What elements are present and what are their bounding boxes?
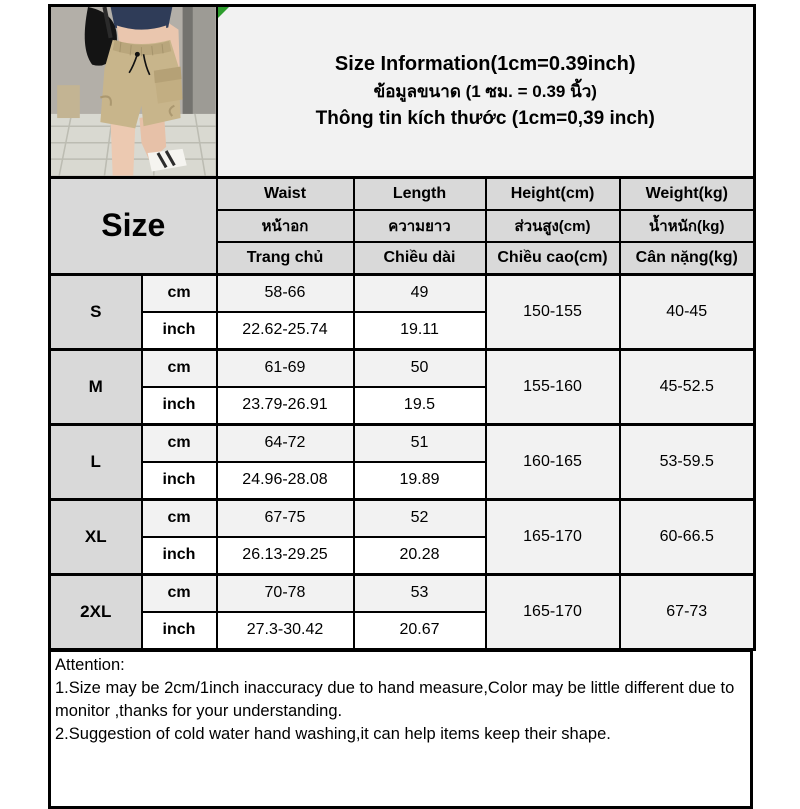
size-information-cell xyxy=(217,6,755,178)
waist-cm: 61-69 xyxy=(217,349,354,387)
col-header-height-vi: Chiều cao(cm) xyxy=(486,242,620,275)
weight-range: 40-45 xyxy=(620,274,755,349)
top-row xyxy=(50,6,755,178)
size-table xyxy=(48,4,756,651)
waist-cm: 67-75 xyxy=(217,499,354,537)
weight-range: 67-73 xyxy=(620,574,755,649)
col-header-length-en: Length xyxy=(354,177,486,210)
size-label: 2XL xyxy=(50,574,142,649)
col-header-waist-vi: Trang chủ xyxy=(217,242,354,275)
size-corner-label: Size xyxy=(50,177,217,274)
unit-cm: cm xyxy=(142,274,217,312)
unit-inch: inch xyxy=(142,537,217,575)
waist-cm: 70-78 xyxy=(217,574,354,612)
header-row-en xyxy=(50,177,755,210)
attention-note-2: 2.Suggestion of cold water hand washing,it can help items keep their shape. xyxy=(55,724,611,743)
size-chart-sheet xyxy=(48,4,753,809)
weight-range: 45-52.5 xyxy=(620,349,755,424)
size-label: S xyxy=(50,274,142,349)
unit-inch: inch xyxy=(142,387,217,425)
product-photo xyxy=(51,7,216,176)
unit-inch: inch xyxy=(142,462,217,500)
height-range: 150-155 xyxy=(486,274,620,349)
length-cm: 49 xyxy=(354,274,486,312)
row-2XL-cm xyxy=(50,574,755,612)
waist-inch: 22.62-25.74 xyxy=(217,312,354,350)
length-inch: 19.5 xyxy=(354,387,486,425)
size-info-title-th: ข้อมูลขนาด (1 ซม. = 0.39 นิ้ว) xyxy=(373,82,597,102)
row-L-cm xyxy=(50,424,755,462)
unit-inch: inch xyxy=(142,612,217,650)
length-cm: 51 xyxy=(354,424,486,462)
length-cm: 50 xyxy=(354,349,486,387)
col-header-weight-en: Weight(kg) xyxy=(620,177,755,210)
length-cm: 52 xyxy=(354,499,486,537)
waist-inch: 24.96-28.08 xyxy=(217,462,354,500)
waist-inch: 27.3-30.42 xyxy=(217,612,354,650)
waist-cm: 58-66 xyxy=(217,274,354,312)
row-S-cm xyxy=(50,274,755,312)
waist-inch: 26.13-29.25 xyxy=(217,537,354,575)
height-range: 160-165 xyxy=(486,424,620,499)
col-header-length-th: ความยาว xyxy=(354,210,486,242)
unit-inch: inch xyxy=(142,312,217,350)
length-inch: 20.67 xyxy=(354,612,486,650)
size-label: M xyxy=(50,349,142,424)
length-cm: 53 xyxy=(354,574,486,612)
col-header-weight-th: น้ำหนัก(kg) xyxy=(620,210,755,242)
length-inch: 19.11 xyxy=(354,312,486,350)
unit-cm: cm xyxy=(142,574,217,612)
attention-notes-box xyxy=(48,649,753,809)
col-header-height-th: ส่วนสูง(cm) xyxy=(486,210,620,242)
weight-range: 60-66.5 xyxy=(620,499,755,574)
col-header-waist-th: หน้าอก xyxy=(217,210,354,242)
green-corner-flag-icon xyxy=(218,7,229,18)
col-header-length-vi: Chiều dài xyxy=(354,242,486,275)
height-range: 165-170 xyxy=(486,499,620,574)
weight-range: 53-59.5 xyxy=(620,424,755,499)
unit-cm: cm xyxy=(142,349,217,387)
col-header-weight-vi: Cân nặng(kg) xyxy=(620,242,755,275)
length-inch: 20.28 xyxy=(354,537,486,575)
waist-inch: 23.79-26.91 xyxy=(217,387,354,425)
row-M-cm xyxy=(50,349,755,387)
product-photo-illustration xyxy=(51,7,216,176)
length-inch: 19.89 xyxy=(354,462,486,500)
waist-cm: 64-72 xyxy=(217,424,354,462)
col-header-waist-en: Waist xyxy=(217,177,354,210)
size-label: L xyxy=(50,424,142,499)
attention-note-1: 1.Size may be 2cm/1inch inaccuracy due to hand measure,Color may be little different due to monitor ,thanks for your understanding. xyxy=(55,678,735,720)
height-range: 155-160 xyxy=(486,349,620,424)
unit-cm: cm xyxy=(142,424,217,462)
attention-title: Attention: xyxy=(55,655,125,674)
unit-cm: cm xyxy=(142,499,217,537)
size-info-title-vi: Thông tin kích thước (1cm=0,39 inch) xyxy=(315,107,655,129)
product-photo-cell xyxy=(50,6,217,178)
col-header-height-en: Height(cm) xyxy=(486,177,620,210)
height-range: 165-170 xyxy=(486,574,620,649)
size-label: XL xyxy=(50,499,142,574)
row-XL-cm xyxy=(50,499,755,537)
size-info-title-en: Size Information(1cm=0.39inch) xyxy=(334,53,636,76)
